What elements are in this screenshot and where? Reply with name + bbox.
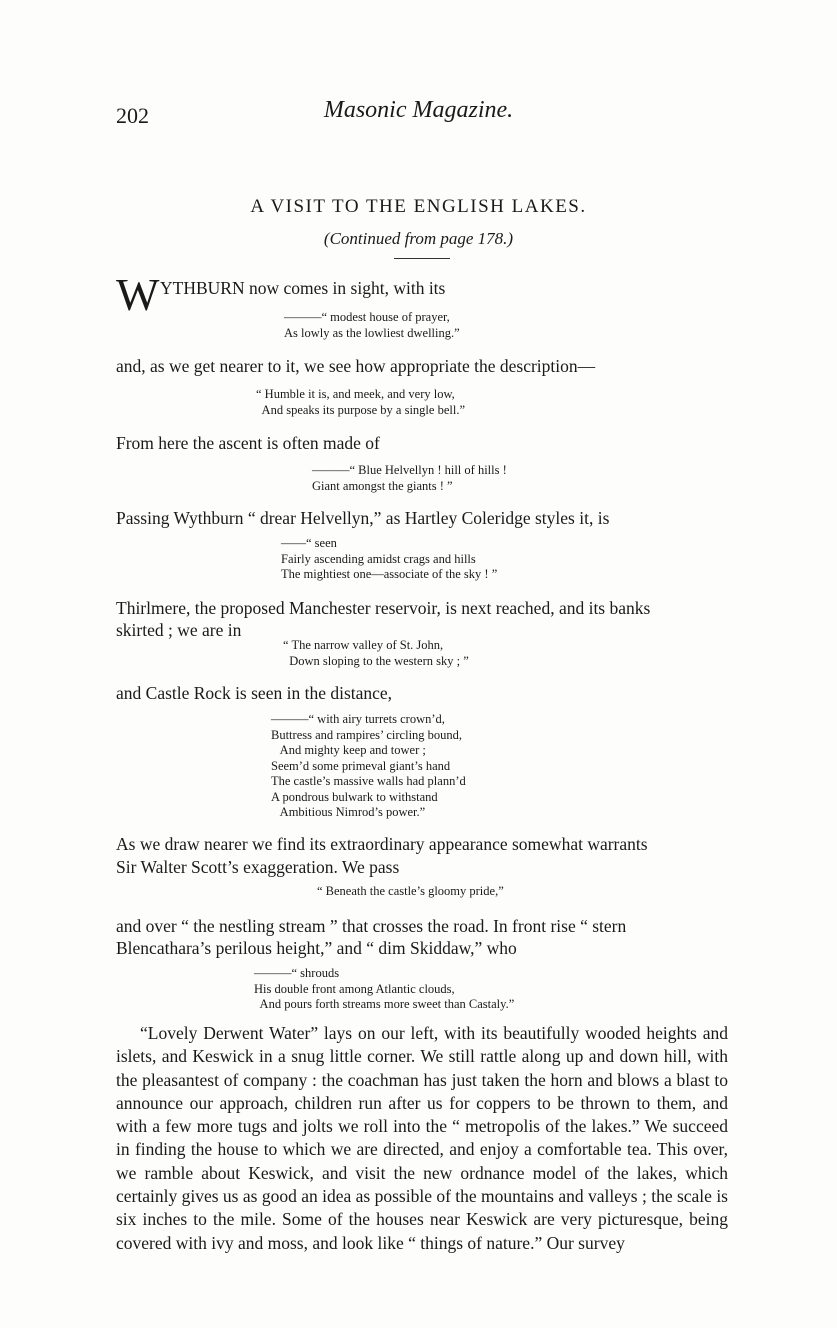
quote-4: ——“ seen Fairly ascending amidst crags and hills The mightiest one—associate of the sky ! ” xyxy=(281,536,498,581)
page-number: 202 xyxy=(116,103,149,128)
drop-cap: W xyxy=(116,269,160,320)
opening-line: YTHBURN now comes in sight, with its xyxy=(160,278,446,298)
paragraph-8a: and over “ the nestling stream ” that crosses the road. In front rise “ stern xyxy=(116,916,627,936)
paragraph-3: From here the ascent is often made of xyxy=(116,433,380,453)
paragraph-4: Passing Wythburn “ drear Helvellyn,” as Hartley Coleridge styles it, is xyxy=(116,508,610,528)
paragraph-5a: Thirlmere, the proposed Manchester reservoir, is next reached, and its banks xyxy=(116,598,651,618)
article-subtitle: (Continued from page 178.) xyxy=(323,229,514,248)
quote-1: ———“ modest house of prayer, As lowly as the lowliest dwelling.” xyxy=(284,310,460,340)
quote-5: “ The narrow valley of St. John, Down sloping to the western sky ; ” xyxy=(283,638,469,668)
paragraph-9: “Lovely Derwent Water” lays on our left, with its beautifully wooded heights and islets, and Keswick in a snug little corner. We still rattle along up and down hill, with the pleasantest of company : the coachman has just taken the horn and blows a blast to announce our approach, children run after us for coppers to be thrown to them, and with a few more tugs and jolts we roll into the “ metropolis of the lakes.” We succeed in finding the house to which we are directed, and enjoy a comfortable tea. This over, we ramble about Keswick, and visit the new ordnance model of the lakes, which certainly gives us as good an idea as possible of the mountains and valleys ; the scale is six inches to the mile. Some of the houses near Keswick are very picturesque, being covered with ivy and moss, and look like “ things of nature.” Our survey xyxy=(116,1023,728,1253)
quote-2: “ Humble it is, and meek, and very low, And speaks its purpose by a single bell.” xyxy=(256,387,465,417)
paragraph-7b: Sir Walter Scott’s exaggeration. We pass xyxy=(116,857,400,877)
title-rule xyxy=(394,258,450,259)
article-title: A VISIT TO THE ENGLISH LAKES. xyxy=(250,196,587,217)
paragraph-7a: As we draw nearer we find its extraordinary appearance somewhat warrants xyxy=(116,834,648,854)
paragraph-6: and Castle Rock is seen in the distance, xyxy=(116,683,393,703)
quote-8: ———“ shrouds His double front among Atlantic clouds, And pours forth streams more sweet than Castaly.” xyxy=(254,966,515,1011)
paragraph-5b: skirted ; we are in xyxy=(116,620,242,640)
paragraph-8b: Blencathara’s perilous height,” and “ dim Skiddaw,” who xyxy=(116,938,517,958)
quote-3: ———“ Blue Helvellyn ! hill of hills ! Giant amongst the giants ! ” xyxy=(312,463,507,493)
paragraph-2: and, as we get nearer to it, we see how appropriate the description— xyxy=(116,356,596,376)
quote-6: ———“ with airy turrets crown’d, Buttress and rampires’ circling bound, And mighty keep and tower ; Seem’d some primeval giant’s hand The castle’s massive walls had plann’d A pondrous bulwark to withstand Ambitious Nimrod’s power.” xyxy=(271,712,466,819)
running-head: Masonic Magazine. xyxy=(323,97,514,123)
quote-7: “ Beneath the castle’s gloomy pride,” xyxy=(317,884,504,898)
